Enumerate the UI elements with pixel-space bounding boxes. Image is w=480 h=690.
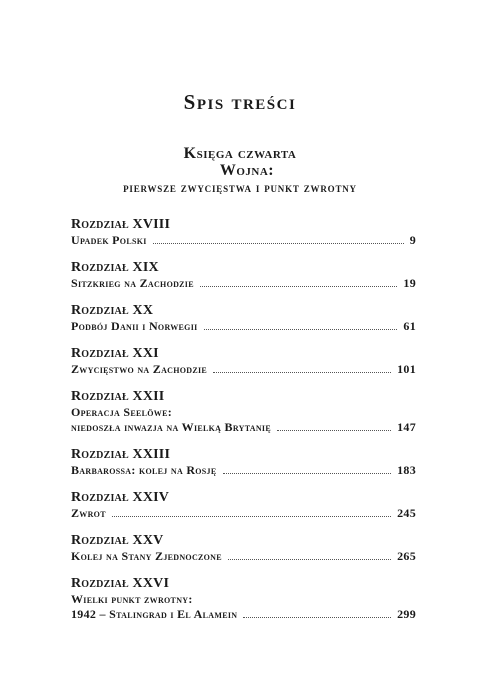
chapter-title-row [71, 549, 416, 564]
toc-entry [71, 446, 416, 478]
toc-entry [71, 489, 416, 521]
dot-leader [200, 286, 398, 287]
chapter-number: Rozdział XXV [71, 533, 164, 548]
toc-entry [71, 302, 416, 334]
chapter-title: Upadek Polski [71, 233, 147, 247]
chapter-title-line: Wielki punkt zwrotny: [71, 592, 193, 606]
chapter-number: Rozdział XVIII [71, 217, 171, 232]
chapter-number: Rozdział XXII [71, 389, 165, 404]
chapter-title: Sitzkrieg na Zachodzie [71, 276, 194, 290]
dot-leader [204, 329, 398, 330]
toc-entry [71, 575, 416, 622]
chapter-title: 1942 – Stalingrad i El Alamein [71, 607, 238, 621]
page-number: 147 [397, 420, 416, 434]
toc-entry [71, 388, 416, 435]
toc-entry [71, 216, 416, 248]
chapter-number: Rozdział XX [71, 303, 154, 318]
chapter-number: Rozdział XXVI [71, 576, 170, 591]
chapter-title: Barbarossa: kolej na Rosję [71, 463, 217, 477]
chapter-number: Rozdział XXI [71, 346, 159, 361]
page-title: Spis treści [183, 90, 297, 114]
chapter-title-line: Operacja Seelöwe: [71, 405, 173, 419]
chapter-title-row [71, 506, 416, 521]
chapter-title-row [71, 233, 416, 248]
book-heading: Księga czwarta [183, 145, 297, 162]
chapter-title: niedoszła inwazja na Wielką Brytanię [71, 420, 271, 434]
dot-leader [112, 516, 391, 517]
chapter-title-row [71, 420, 416, 435]
page-number: 101 [397, 362, 416, 376]
chapter-number: Rozdział XXIV [71, 490, 170, 505]
page-number: 183 [397, 463, 416, 477]
chapter-title-row [71, 319, 416, 334]
chapter-title-row [71, 607, 416, 622]
chapter-title-row [71, 276, 416, 291]
dot-leader [213, 372, 391, 373]
chapter-title-row [71, 362, 416, 377]
dot-leader [223, 473, 392, 474]
table-of-contents [71, 216, 416, 633]
book-subtitle-continued: pierwsze zwycięstwa i punkt zwrotny [123, 180, 357, 195]
page-number: 61 [403, 319, 416, 333]
page-number: 245 [397, 506, 416, 520]
page-number: 299 [397, 607, 416, 621]
chapter-number: Rozdział XIX [71, 260, 159, 275]
toc-entry [71, 345, 416, 377]
page-number: 9 [409, 233, 416, 247]
dot-leader [277, 430, 391, 431]
book-subtitle: Wojna: [219, 162, 275, 179]
toc-entry [71, 532, 416, 564]
chapter-title: Kolej na Stany Zjednoczone [71, 549, 222, 563]
chapter-title: Zwrot [71, 506, 106, 520]
page-number: 265 [397, 549, 416, 563]
dot-leader [153, 243, 404, 244]
toc-entry [71, 259, 416, 291]
chapter-number: Rozdział XXIII [71, 447, 171, 462]
chapter-title: Zwycięstwo na Zachodzie [71, 362, 208, 376]
dot-leader [228, 559, 391, 560]
chapter-title-row [71, 463, 416, 478]
page-number: 19 [403, 276, 416, 290]
chapter-title: Podbój Danii i Norwegii [71, 319, 198, 333]
dot-leader [243, 617, 391, 618]
